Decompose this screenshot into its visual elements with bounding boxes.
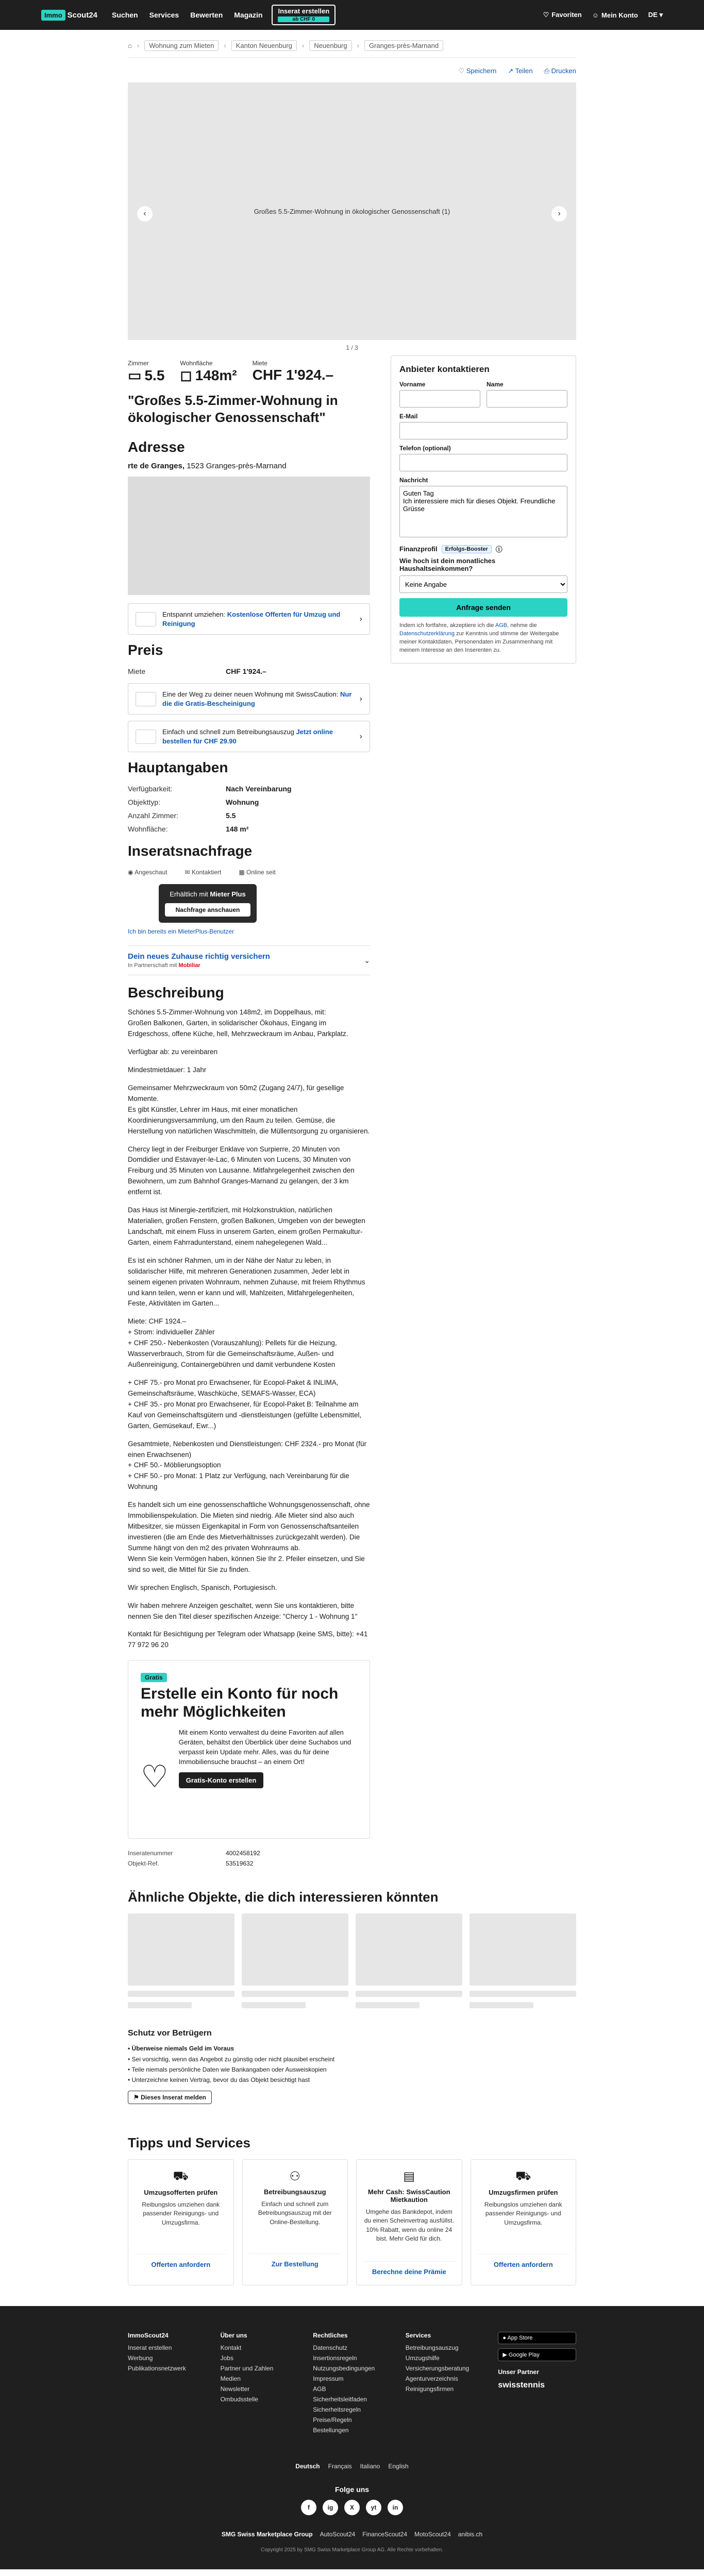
rooms-icon: ▭ xyxy=(128,367,142,383)
description-body xyxy=(128,1007,370,1651)
tip-link[interactable]: Offerten anfordern xyxy=(477,2254,570,2268)
footer-link[interactable]: Inserat erstellen xyxy=(128,2344,172,2351)
email-label: E-Mail xyxy=(399,413,418,420)
similar-listings xyxy=(128,1913,576,2008)
fraud-protection xyxy=(128,2029,576,2114)
similar-card-line xyxy=(470,2002,533,2008)
eye-icon: ◉ xyxy=(128,869,133,876)
swisscaution-text: Eine der Weg zu deiner neuen Wohnung mit SwissCaution: xyxy=(162,690,339,699)
address-city: 1523 Granges-près-Marnand xyxy=(187,462,287,470)
favorites-label: Favoriten xyxy=(551,11,582,19)
mieterplus-user-link[interactable]: Ich bin bereits ein MieterPlus-Benutzer xyxy=(128,928,234,936)
swisscaution-icon xyxy=(136,692,156,706)
chevron-right-icon: › xyxy=(359,732,362,741)
main-info-row xyxy=(128,795,370,809)
description-paragraph: Gesamtmiete, Nebenkosten und Dienstleistungen: CHF 2324.- pro Monat (für einen Erwachsenen) + CHF 50.- Möblierungsoption + CHF 50.- pro Monat: 1 Platz zur Verfügung, nach Vereinbarung für die Wohnung xyxy=(128,1439,366,1491)
fact-area xyxy=(180,360,237,384)
footer-link[interactable]: Partner und Zahlen xyxy=(220,2364,274,2372)
main-info-heading: Hauptangaben xyxy=(128,759,228,776)
overlay-brand: Mieter Plus xyxy=(210,890,246,899)
description-paragraph: + CHF 75.- pro Monat pro Erwachsener, für Ecopol-Paket & INLIMA, Gemeinschaftsräume, Waschküche, SEMAFS-Wasser, ECA) + CHF 35.- pro Monat pro Erwachsener, für Ecopol-Paket B: Teilnahme am Kauf von Gemeinschaftsgütern und -dienstleistungen (gefüllte Lebensmittel, Garten, Gemüsekauf, Ewr...) xyxy=(128,1379,362,1430)
message-field[interactable] xyxy=(399,486,567,537)
chevron-right-icon: › xyxy=(301,42,305,49)
share-icon: ↗ xyxy=(508,67,514,75)
tab-viewed[interactable] xyxy=(128,869,167,876)
similar-card-image xyxy=(356,1913,462,1986)
fact-rooms-value: 5.5 xyxy=(144,367,165,383)
similar-card-image xyxy=(128,1913,234,1986)
group-site-link[interactable]: anibis.ch xyxy=(458,2530,483,2538)
calculator-icon: ▤ xyxy=(403,2169,415,2183)
reference-row xyxy=(128,1858,370,1869)
truck-icon: ⛟ xyxy=(515,2168,531,2183)
moving-offer-text: Entspannt umziehen: xyxy=(162,611,226,618)
logo-text: Scout24 xyxy=(67,10,98,20)
create-listing-label: Inserat erstellen xyxy=(278,7,330,15)
lastname-field[interactable] xyxy=(487,390,567,408)
income-select[interactable] xyxy=(399,575,567,593)
group-site-link[interactable]: MotoScout24 xyxy=(414,2530,451,2538)
phone-field[interactable] xyxy=(399,454,567,471)
save-label: Speichern xyxy=(466,67,497,75)
key-facts xyxy=(128,355,370,392)
share-label: Teilen xyxy=(515,67,533,75)
description-paragraph: Kontakt für Besichtigung per Telegram oder Whatsapp (keine SMS, bitte): +41 77 972 96 20 xyxy=(128,1630,368,1649)
listing-actions xyxy=(128,58,576,82)
main-info-row xyxy=(128,782,370,795)
footer-link[interactable]: Newsletter xyxy=(220,2385,250,2393)
main-nav xyxy=(112,11,262,19)
breadcrumb-item[interactable]: Neuenburg xyxy=(309,40,351,51)
footer-link[interactable]: Werbung xyxy=(128,2354,153,2362)
debt-extract-link[interactable]: Jetzt online bestellen für CHF 29.90 xyxy=(162,728,333,745)
swisscaution-link[interactable]: Nur die die Gratis-Bescheinigung xyxy=(162,690,352,707)
instagram-icon[interactable]: ig xyxy=(323,2500,338,2515)
report-listing-button[interactable] xyxy=(128,2091,212,2104)
tip-title: Umzugsfirmen prüfen xyxy=(489,2188,558,2196)
copyright: Copyright 2025 by SMG Swiss Marketplace Group AG. Alle Rechte vorbehalten. xyxy=(260,2547,444,2553)
moving-icon xyxy=(136,612,156,626)
contact-form-title: Anbieter kontaktieren xyxy=(399,364,490,374)
tip-link[interactable]: Berechne deine Prämie xyxy=(363,2261,456,2276)
chevron-right-icon: › xyxy=(359,614,362,623)
similar-card-image xyxy=(242,1913,348,1986)
similar-card-line xyxy=(128,1991,234,1997)
similar-card[interactable] xyxy=(470,1913,576,2008)
price-label: Miete xyxy=(128,667,146,676)
create-listing-button[interactable] xyxy=(272,5,336,25)
footer-column xyxy=(221,2332,299,2437)
tab-online-since[interactable] xyxy=(239,869,275,876)
tab-contacted-label: Kontaktiert xyxy=(191,869,222,876)
gallery-prev-button[interactable] xyxy=(137,206,153,222)
footer-column xyxy=(313,2332,391,2437)
similar-card-line xyxy=(356,2002,420,2008)
apple-icon: ● xyxy=(502,2334,507,2341)
description-heading: Beschreibung xyxy=(128,985,224,1001)
main-info-list xyxy=(128,782,370,836)
price-heading: Preis xyxy=(128,642,163,658)
address-heading: Adresse xyxy=(128,439,185,455)
report-listing-label: Dieses Inserat melden xyxy=(141,2093,206,2101)
breadcrumb-item[interactable]: Kanton Neuenburg xyxy=(231,40,297,51)
email-field[interactable] xyxy=(399,422,567,439)
similar-card-line xyxy=(242,1991,348,1997)
address-street: rte de Granges, xyxy=(128,462,185,470)
main-info-value: Nach Vereinbarung xyxy=(226,785,292,793)
legal-notice: Indem ich fortfahre, akzeptiere ich die AGB, nehme die Datenschutzerklärung zur Kenntnis und stimme der Weitergabe meiner Kontaktdaten, Personendaten im Zusammenhang mit meinem Interesse an den Inserenten zu. xyxy=(399,622,559,653)
footer-column-heading: Services xyxy=(405,2331,431,2339)
debt-extract-promo[interactable] xyxy=(128,721,370,752)
footer-link[interactable]: Agenturverzeichnis xyxy=(405,2375,458,2382)
footer-link[interactable]: Preise/Regeln xyxy=(313,2416,352,2424)
similar-heading: Ähnliche Objekte, die dich interessieren könnten xyxy=(128,1889,439,1905)
footer-column-heading: Rechtliches xyxy=(313,2331,348,2339)
main-info-row xyxy=(128,809,370,822)
print-label: Drucken xyxy=(551,67,576,75)
price-value: CHF 1'924.– xyxy=(226,667,266,676)
play-icon: ▶ xyxy=(502,2351,507,2358)
youtube-icon[interactable]: yt xyxy=(366,2500,381,2515)
swisscaution-promo[interactable] xyxy=(128,683,370,715)
area-icon: ◻ xyxy=(180,367,192,383)
listing-references xyxy=(128,1848,370,1869)
tip-body: Einfach und schnell zum Betreibungsauszug mit der Online-Bestellung. xyxy=(258,2200,332,2226)
moving-offer-link[interactable]: Kostenlose Offerten für Umzug und Reinigung xyxy=(162,611,341,628)
tips-heading: Tipps und Services xyxy=(128,2134,250,2150)
language-option[interactable]: Deutsch xyxy=(295,2462,320,2470)
account-promo-body: Mit einem Konto verwaltest du deine Favoriten auf allen Geräten, behältst den Überblick über deine Suchabos und verpasst kein Update mehr. Alles, was du für deine Immobiliensuche brauchst – an einem Ort! xyxy=(178,1728,351,1766)
address-text xyxy=(128,462,370,470)
insurance-title: Dein neues Zuhause richtig versichern xyxy=(128,952,270,961)
description-paragraph: Es handelt sich um eine genossenschaftliche Wohnungsgenossenschaft, ohne Immobilienspekulation. Die Mieten sind niedrig. Alle Mieter sind also auch Mitbesitzer, sie müssen Eigenkapital in Form von Genossenschaftsanteilen investieren (die am Ende des Mietverhältnisses zurückgezahlt werden). Die Summe hängt von den m2 des privaten Wohnraums ab. Wenn Sie kein Vermögen haben, können Sie Ihr 2. Pfeiler einsetzen, und Sie sind so weit, die Mittel für Sie zu finden. xyxy=(128,1501,370,1573)
group-name: SMG Swiss Marketplace Group xyxy=(221,2530,313,2538)
tip-card xyxy=(356,2159,462,2285)
badge-icon: ⚇ xyxy=(289,2169,300,2183)
similar-card[interactable] xyxy=(356,1913,462,2008)
tip-body: Umgehe das Bankdepot, indem du einen Scheinvertrag ausfüllst. 10% Rabatt, wenn du online 24 bist. Mehr Geld für dich. xyxy=(364,2208,454,2243)
chevron-left-icon: ‹ xyxy=(143,209,146,218)
language-option[interactable]: Italiano xyxy=(360,2462,380,2470)
inquiry-heading: Inseratsnachfrage xyxy=(128,843,253,859)
language-select[interactable] xyxy=(648,11,663,19)
footer-link[interactable]: Bestellungen xyxy=(313,2426,349,2434)
chevron-right-icon: › xyxy=(137,42,140,49)
tab-viewed-label: Angeschaut xyxy=(135,869,167,876)
finance-profile-label: Finanzprofil xyxy=(399,545,438,553)
mail-icon: ✉ xyxy=(185,869,190,876)
footer-link[interactable]: Jobs xyxy=(220,2354,233,2362)
description-paragraph: Wir haben mehrere Anzeigen geschaltet, wenn Sie uns kontaktieren, bitte nennen Sie den Titel dieser spezifischen Anzeige: "Chercy 1 - Wohnung 1" xyxy=(128,1601,358,1620)
fact-rooms xyxy=(128,360,164,384)
similar-card-image xyxy=(470,1913,576,1986)
chevron-right-icon: › xyxy=(359,694,362,703)
lastname-label: Name xyxy=(487,381,504,388)
description-paragraph: Mindestmietdauer: 1 Jahr xyxy=(128,1065,207,1074)
main-column xyxy=(128,355,370,1869)
follow-heading: Folge uns xyxy=(334,2485,370,2494)
reference-key: Objekt-Ref. xyxy=(128,1860,159,1868)
chevron-right-icon: › xyxy=(224,42,226,49)
create-listing-badge: ab CHF 0 xyxy=(278,16,329,22)
location-map[interactable] xyxy=(128,477,370,595)
footer-link[interactable]: Publikationsnetzwerk xyxy=(128,2364,186,2372)
language-option[interactable]: Français xyxy=(328,2462,352,2470)
fact-rent xyxy=(253,360,334,384)
heart-icon: ♡ xyxy=(543,11,549,19)
sidebar-column xyxy=(391,355,576,1869)
footer-link[interactable]: Medien xyxy=(220,2375,241,2382)
footer-link[interactable]: Sicherheitsregeln xyxy=(313,2405,361,2413)
fact-rooms-label: Zimmer xyxy=(128,360,149,367)
site-footer xyxy=(0,2306,704,2569)
tip-link[interactable]: Zur Bestellung xyxy=(249,2253,342,2268)
gallery-image-alt: Großes 5.5-Zimmer-Wohnung in ökologischer Genossenschaft (1) xyxy=(254,207,450,215)
description-paragraph: Verfügbar ab: zu vereinbaren xyxy=(128,1048,218,1056)
firstname-field[interactable] xyxy=(399,390,480,408)
footer-link[interactable]: Kontakt xyxy=(220,2344,242,2351)
main-info-key: Objekttyp: xyxy=(128,798,161,807)
partner-heading: Unser Partner xyxy=(498,2368,539,2376)
price-row xyxy=(128,665,370,678)
account-label: Mein Konto xyxy=(601,11,638,19)
flag-icon: ⚑ xyxy=(133,2093,139,2101)
main-info-value: 148 m² xyxy=(226,825,249,834)
similar-card-line xyxy=(128,2002,192,2008)
printer-icon: ⎙ xyxy=(544,67,549,75)
app-store-label: App Store xyxy=(507,2334,533,2341)
fraud-heading: Schutz vor Betrügern xyxy=(128,2029,212,2038)
footer-column-heading: ImmoScout24 xyxy=(128,2331,169,2339)
tip-card xyxy=(242,2159,348,2285)
main-info-value: Wohnung xyxy=(226,798,259,807)
save-button[interactable] xyxy=(458,67,496,75)
listing-title: "Großes 5.5-Zimmer-Wohnung in ökologischer Genossenschaft" xyxy=(128,393,338,425)
description-paragraph: Schönes 5.5-Zimmer-Wohnung von 148m2, im Doppelhaus, mit: Großen Balkonen, Garten, in solidarischer Ökohaus, Eingang im Erdgeschoss, offene Küche, hell, Mehrzweckraum im Anbau, Parkplatz. xyxy=(128,1008,348,1038)
calendar-icon: ▦ xyxy=(239,869,245,876)
language-label: DE xyxy=(648,11,658,19)
image-gallery[interactable] xyxy=(128,82,576,340)
footer-column-heading: Über uns xyxy=(220,2331,247,2339)
footer-link[interactable]: Nutzungsbedingungen xyxy=(313,2364,375,2372)
print-button[interactable] xyxy=(544,67,576,75)
fraud-item: • Überweise niemals Geld im Voraus xyxy=(128,2043,576,2054)
language-switcher xyxy=(0,2463,704,2470)
truck-icon: ⛟ xyxy=(173,2168,189,2183)
user-icon: ☺ xyxy=(592,11,599,19)
chevron-right-icon: › xyxy=(357,42,359,49)
description-paragraph: Miete: CHF 1924.– + Strom: individueller Zähler + CHF 250.- Nebenkosten (Vorauszahlung): Pellets für die Heizung, Wasserverbrauch, Strom für die Gemeinschaftsräume, Außen- und Außenreinigung, Containergebühren und damit verbundene Kosten xyxy=(128,1317,337,1369)
insurance-sub: In Partnerschaft mit xyxy=(128,962,177,969)
gallery-counter: 1 / 3 xyxy=(346,344,358,351)
similar-card-line xyxy=(470,1991,576,1997)
tip-card xyxy=(471,2159,577,2285)
chevron-right-icon: › xyxy=(558,209,561,218)
message-label: Nachricht xyxy=(399,477,428,484)
top-navigation-bar xyxy=(0,0,704,30)
similar-card[interactable] xyxy=(242,1913,348,2008)
contact-form xyxy=(391,355,576,664)
privacy-link[interactable]: Datenschutzerklärung xyxy=(399,630,455,637)
footer-apps xyxy=(498,2332,576,2437)
linkedin-icon[interactable]: in xyxy=(388,2500,403,2515)
fact-rent-value: CHF 1'924.– xyxy=(252,367,334,383)
description-paragraph: Chercy liegt in der Freiburger Enklave von Surpierre, 20 Minuten von Domdidier und Estavayer-le-Lac, 6 Minuten von Lucens, 30 Minuten von Freiburg und 35 Minuten von Lausanne. Mitfahrgelegenheit zwischen den Bewohnern, um zum Bahnhof Granges-Marnand zu gelangen, der 3 km entfernt ist. xyxy=(128,1145,355,1196)
facebook-icon[interactable]: f xyxy=(301,2500,316,2515)
footer-link[interactable]: Reinigungsfirmen xyxy=(405,2385,454,2393)
account-link[interactable] xyxy=(592,11,638,19)
nav-evaluate[interactable]: Bewerten xyxy=(190,11,223,19)
footer-link[interactable]: Versicherungsberatung xyxy=(405,2364,470,2372)
similar-card-line xyxy=(242,2002,306,2008)
chevron-down-icon: ▾ xyxy=(659,11,663,19)
firstname-label: Vorname xyxy=(399,381,426,388)
breadcrumb xyxy=(128,30,576,58)
main-info-row xyxy=(128,822,370,836)
description-paragraph: Gemeinsamer Mehrzweckraum von 50m2 (Zugang 24/7), für gesellige Momente. Es gibt Künstler, Lehrer im Haus, mit einer monatlichen Koordinierungsversammlung, um den Raum zu teilen. Gemüse, die Herstellung von natürlichen Waschmitteln, die Müllentsorgung zu organisieren. xyxy=(128,1083,370,1135)
reference-row xyxy=(128,1848,370,1858)
tip-body: Reibungslos umziehen dank passender Reinigungs- und Umzugsfirma. xyxy=(142,2200,220,2226)
description-paragraph: Wir sprechen Englisch, Spanisch, Portugiesisch. xyxy=(128,1583,277,1591)
x-icon[interactable]: X xyxy=(344,2500,360,2515)
heart-icon: ♡ xyxy=(458,67,465,75)
partner-logo[interactable]: swisstennis xyxy=(498,2380,545,2389)
fraud-list xyxy=(128,2043,576,2086)
tip-title: Betreibungsauszug xyxy=(263,2188,326,2196)
moving-offer-promo[interactable] xyxy=(128,603,370,635)
logo-box: Immo xyxy=(41,10,65,21)
fraud-item: • Teile niemals persönliche Daten wie Bankangaben oder Ausweiskopien xyxy=(128,2064,576,2075)
description-paragraph: Das Haus ist Minergie-zertifiziert, mit Holzkonstruktion, natürlichen Materialien, großen Fenstern, großen Balkonen, Umgeben von der bewegten Landschaft, mit einem Fluss in unserem Garten, einem großen Permakultur-Garten, einem Fahrradunterstand, einem nahegelegenen Wald... xyxy=(128,1206,365,1246)
social-links xyxy=(0,2500,704,2515)
overlay-text: Erhältlich mit xyxy=(170,890,208,899)
footer-link[interactable]: Impressum xyxy=(313,2375,344,2382)
account-promo-card xyxy=(128,1660,370,1839)
tip-body: Reibungslos umziehen dank passender Reinigungs- und Umzugsfirma. xyxy=(484,2200,562,2226)
create-account-button[interactable]: Gratis-Konto erstellen xyxy=(179,1772,264,1788)
mieterplus-overlay xyxy=(159,884,257,923)
favorites-link[interactable] xyxy=(543,11,582,19)
tip-link[interactable]: Offerten anfordern xyxy=(135,2254,227,2268)
share-button[interactable] xyxy=(508,67,532,75)
reference-value: 4002458192 xyxy=(226,1850,260,1857)
description-paragraph: Es ist ein schöner Rahmen, um in der Nähe der Natur zu leben, in solidarischer Hilfe, mit mehreren Generationen zusammen, Jeder lebt in seinem eigenen privaten Wohnraum, nehmen Zuhause, mit freiem Rhythmus und kann teilen, wenn er kann und will, Mahlzeiten, Mitfahrgelegenheiten, Feste, Aktivitäten im Garten... xyxy=(128,1256,365,1308)
group-site-link[interactable]: FinanceScout24 xyxy=(362,2530,408,2538)
phone-label: Telefon (optional) xyxy=(399,445,451,452)
inquiry-tabs xyxy=(128,866,370,881)
site-logo[interactable] xyxy=(41,10,97,21)
footer-link[interactable]: Sicherheitsleitfaden xyxy=(313,2395,367,2403)
language-option[interactable]: English xyxy=(388,2462,409,2470)
reference-value: 53519632 xyxy=(226,1860,254,1868)
main-info-key: Wohnfläche: xyxy=(128,825,168,834)
account-promo-title: Erstelle ein Konto für noch mehr Möglichkeiten xyxy=(141,1685,339,1720)
app-store-badge[interactable] xyxy=(498,2332,576,2344)
fraud-item: • Sei vorsichtig, wenn das Angebot zu günstig oder nicht plausibel erscheint xyxy=(128,2054,576,2064)
tab-contacted[interactable] xyxy=(185,869,222,876)
insurance-banner[interactable] xyxy=(128,945,370,975)
google-play-badge[interactable] xyxy=(498,2348,576,2361)
info-icon[interactable]: ⓘ xyxy=(495,546,502,553)
send-inquiry-button[interactable]: Anfrage senden xyxy=(399,598,567,617)
main-info-value: 5.5 xyxy=(226,811,236,820)
debt-extract-text: Einfach und schnell zum Betreibungsauszug xyxy=(162,728,294,736)
tip-card xyxy=(128,2159,234,2285)
group-sites xyxy=(0,2531,704,2538)
terms-link[interactable]: AGB xyxy=(495,622,508,629)
insurance-brand: Mobiliar xyxy=(178,962,200,969)
reference-key: Inseratenummer xyxy=(128,1850,173,1857)
footer-link[interactable]: Insertionsregeln xyxy=(313,2354,357,2362)
similar-card-line xyxy=(356,1991,462,1997)
tips-cards xyxy=(128,2159,576,2285)
tip-title: Mehr Cash: SwissCaution Mietkaution xyxy=(367,2188,450,2204)
account-promo-badge: Gratis xyxy=(141,1673,167,1682)
breadcrumb-item[interactable]: Wohnung zum Mieten xyxy=(144,40,219,51)
fraud-item: • Unterzeichne keinen Vertrag, bevor du das Objekt besichtigt hast xyxy=(128,2075,576,2085)
home-icon[interactable]: ⌂ xyxy=(128,42,132,49)
finance-badge: Erfolgs-Booster xyxy=(442,545,492,553)
view-inquiry-button[interactable]: Nachfrage anschauen xyxy=(165,903,250,917)
chevron-down-icon: ⌄ xyxy=(364,956,370,964)
fact-rent-label: Miete xyxy=(252,360,267,367)
footer-link[interactable]: Ombudsstelle xyxy=(220,2395,258,2403)
main-info-key: Anzahl Zimmer: xyxy=(128,811,179,820)
heart-hands-icon: ♡ xyxy=(141,1759,169,1794)
google-play-label: Google Play xyxy=(508,2351,540,2358)
tip-title: Umzugsofferten prüfen xyxy=(144,2188,218,2196)
breadcrumb-item[interactable]: Granges-près-Marnand xyxy=(364,40,443,51)
tab-online-since-label: Online seit xyxy=(246,869,276,876)
nav-search[interactable]: Suchen xyxy=(112,11,138,19)
nav-magazine[interactable]: Magazin xyxy=(234,11,263,19)
income-question: Wie hoch ist dein monatliches Haushaltseinkommen? xyxy=(399,557,496,572)
similar-card[interactable] xyxy=(128,1913,234,2008)
footer-link[interactable]: AGB xyxy=(313,2385,326,2393)
main-info-key: Verfügbarkeit: xyxy=(128,785,173,793)
footer-link[interactable]: Betreibungsauszug xyxy=(405,2344,459,2351)
nav-services[interactable]: Services xyxy=(149,11,179,19)
footer-column xyxy=(406,2332,484,2437)
footer-link[interactable]: Umzugshilfe xyxy=(405,2354,440,2362)
gallery-next-button[interactable] xyxy=(551,206,567,222)
fact-area-value: 148m² xyxy=(195,367,237,383)
footer-link[interactable]: Datenschutz xyxy=(313,2344,347,2351)
footer-column xyxy=(128,2332,206,2437)
document-icon xyxy=(136,730,156,744)
group-site-link[interactable]: AutoScout24 xyxy=(320,2530,356,2538)
fact-area-label: Wohnfläche xyxy=(180,360,213,367)
